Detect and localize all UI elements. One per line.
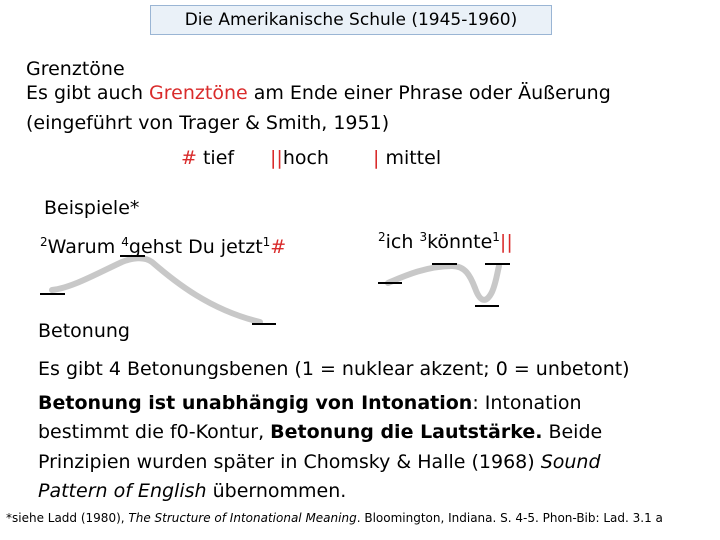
slide-title: Die Amerikanische Schule (1945-1960) [150, 5, 552, 35]
level-number: 1 [492, 230, 500, 244]
italic-text: The Structure of Intonational Meaning [128, 511, 357, 525]
betonung-line2 [38, 391, 582, 415]
text-span: : Intonation [472, 392, 582, 414]
betonung-line1: Es gibt 4 Betonungsbenen (1 = nuklear akzent; 0 = unbetont) [38, 358, 630, 380]
text-span: . Bloomington, Indiana. S. 4-5. Phon-Bib: Lad. 3.1 a [356, 511, 663, 525]
level-number: 1 [262, 235, 271, 249]
level-number: 4 [121, 235, 129, 249]
text-span: Es gibt auch [26, 82, 150, 104]
highlight-grenztoene: Grenztöne [149, 82, 248, 104]
examples-heading: Beispiele* [44, 197, 140, 219]
level-number: 3 [419, 230, 428, 244]
bold-text: Betonung die Lautstärke. [270, 421, 543, 443]
example-word: gehst Du jetzt [128, 236, 263, 258]
betonung-line5 [38, 479, 346, 503]
section-heading-grenztoene: Grenztöne [26, 58, 125, 80]
footnote [6, 511, 663, 525]
bold-text: Betonung ist unabhängig von Intonation [38, 392, 473, 414]
text-span: Prinzipien wurden später in Chomsky & Halle (1968) [38, 451, 541, 473]
tief-label: tief [196, 147, 235, 169]
hoch-symbol: || [270, 147, 283, 169]
level-number: 2 [40, 235, 48, 249]
example-word: ich [385, 231, 420, 253]
text-span: Beide [542, 421, 603, 443]
example-word: könnte [427, 231, 493, 253]
mittel-symbol: | [373, 147, 380, 169]
betonung-line4 [38, 450, 601, 474]
text-span: am Ende einer Phrase oder Äußerung [247, 82, 611, 104]
text-span: übernommen. [206, 480, 347, 502]
italic-text: Sound [540, 451, 601, 473]
pitch-contour-2 [378, 264, 510, 306]
boundary-tone-mark: || [499, 231, 513, 253]
text-span: bestimmt die f0-Kontur, [38, 421, 271, 443]
italic-text: Pattern of English [38, 480, 207, 502]
text-span: *siehe Ladd (1980), [6, 511, 129, 525]
section-heading-betonung: Betonung [38, 320, 130, 342]
boundary-tone-mark: # [270, 236, 287, 258]
hoch-label: hoch [282, 147, 329, 169]
betonung-line3 [38, 420, 602, 444]
pitch-contour-1 [40, 256, 276, 324]
mittel-label: mittel [379, 147, 442, 169]
tief-symbol: # [181, 147, 197, 169]
level-number: 2 [378, 230, 386, 244]
example-word: Warum [47, 236, 122, 258]
grenztoene-line2: (eingeführt von Trager & Smith, 1951) [26, 112, 390, 134]
